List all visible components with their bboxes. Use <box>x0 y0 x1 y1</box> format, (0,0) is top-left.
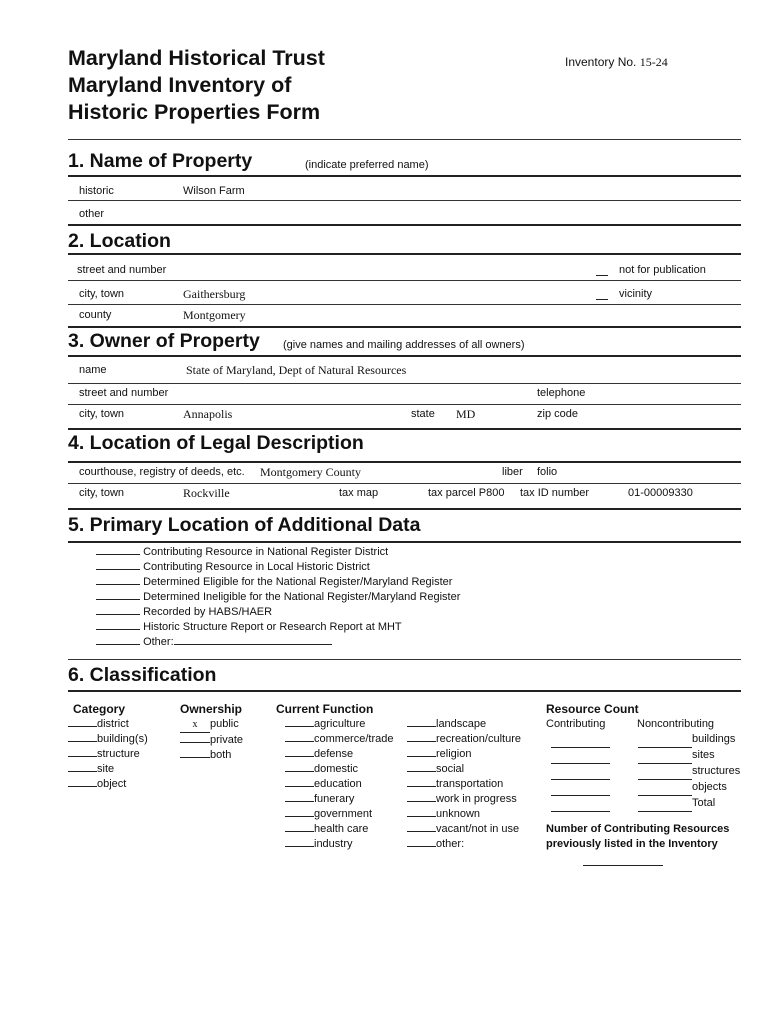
row-divider <box>68 483 741 484</box>
form-title-line3: Historic Properties Form <box>68 100 321 124</box>
other-name-label: other <box>79 208 105 220</box>
category-heading: Category <box>73 702 126 716</box>
other-input[interactable] <box>174 644 332 645</box>
contributing-counts <box>551 732 610 812</box>
tax-map-label: tax map <box>339 487 379 499</box>
list-item[interactable]: other: <box>407 837 521 852</box>
city-town-field[interactable]: Gaithersburg <box>183 287 246 301</box>
zip-code-label: zip code <box>537 408 578 420</box>
list-item[interactable]: both <box>180 748 243 763</box>
section-1-title: 1. Name of Property <box>68 150 253 172</box>
historic-label: historic <box>79 185 114 197</box>
list-item[interactable]: funerary <box>285 792 393 807</box>
previously-listed-line1: Number of Contributing Resources <box>546 823 730 835</box>
checkbox-blank[interactable] <box>96 569 140 570</box>
ownership-mark[interactable]: x <box>180 717 210 733</box>
list-item[interactable]: agriculture <box>285 717 393 732</box>
owner-name-label: name <box>79 364 107 376</box>
list-item[interactable]: vacant/not in use <box>407 822 521 837</box>
list-item[interactable]: defense <box>285 747 393 762</box>
section-3-bottom-rule <box>68 428 741 430</box>
count-input[interactable] <box>551 748 610 764</box>
vicinity-checkbox[interactable] <box>596 299 608 300</box>
form-title-line2: Maryland Inventory of <box>68 73 292 97</box>
ownership-heading: Ownership <box>180 702 243 716</box>
list-item[interactable]: Recorded by HABS/HAER <box>96 605 460 620</box>
section-1-rule <box>68 175 741 177</box>
previously-listed-input[interactable] <box>583 865 663 866</box>
count-input[interactable] <box>551 764 610 780</box>
row-divider <box>68 404 741 405</box>
list-item[interactable]: objects <box>638 780 740 796</box>
list-item[interactable]: Contributing Resource in National Register District <box>96 545 460 560</box>
liber-label: liber <box>502 466 523 478</box>
tax-parcel-label: tax parcel P800 <box>428 487 505 499</box>
list-item[interactable]: Determined Eligible for the National Register/Maryland Register <box>96 575 460 590</box>
function-list-2 <box>407 717 521 852</box>
category-list <box>68 717 148 792</box>
section-6-title: 6. Classification <box>68 664 217 686</box>
section-6-rule <box>68 690 741 692</box>
city-town-label: city, town <box>79 288 125 300</box>
row-divider <box>68 383 741 384</box>
header-rule <box>68 139 741 140</box>
courthouse-field[interactable]: Montgomery County <box>260 465 361 479</box>
list-item[interactable]: landscape <box>407 717 521 732</box>
section-3-note: (give names and mailing addresses of all owners) <box>283 339 525 351</box>
checkbox-blank[interactable] <box>96 584 140 585</box>
list-item[interactable]: Determined Ineligible for the National Register/Maryland Register <box>96 590 460 605</box>
section-3-rule <box>68 355 741 357</box>
list-item[interactable]: x public <box>180 717 243 733</box>
courthouse-label: courthouse, registry of deeds, etc. <box>79 466 245 478</box>
resource-count-heading: Resource Count <box>546 702 639 716</box>
legal-city-field[interactable]: Rockville <box>183 486 230 500</box>
list-item[interactable]: Historic Structure Report or Research Report at MHT <box>96 620 460 635</box>
inventory-number <box>565 55 668 70</box>
county-label: county <box>79 309 112 321</box>
section-4-rule <box>68 461 741 463</box>
list-item[interactable]: object <box>68 777 148 792</box>
county-field[interactable]: Montgomery <box>183 308 246 322</box>
list-item[interactable]: district <box>68 717 148 732</box>
section-5-rule <box>68 541 741 543</box>
checkbox-blank[interactable] <box>96 614 140 615</box>
section-2-bottom-rule <box>68 326 741 328</box>
list-item[interactable]: Other: <box>96 635 460 650</box>
section-5-title: 5. Primary Location of Additional Data <box>68 514 421 536</box>
list-item[interactable]: religion <box>407 747 521 762</box>
additional-data-list <box>96 545 460 650</box>
list-item[interactable]: structures <box>638 764 740 780</box>
list-item[interactable]: government <box>285 807 393 822</box>
list-item[interactable]: Contributing Resource in Local Historic District <box>96 560 460 575</box>
list-item[interactable]: health care <box>285 822 393 837</box>
contributing-heading: Contributing <box>546 718 606 730</box>
list-item[interactable]: work in progress <box>407 792 521 807</box>
row-divider <box>68 304 741 305</box>
list-item[interactable]: sites <box>638 748 740 764</box>
count-input[interactable] <box>551 796 610 812</box>
row-divider <box>68 280 741 281</box>
state-label: state <box>411 408 435 420</box>
street-number-label: street and number <box>77 264 167 276</box>
previously-listed-line2: previously listed in the Inventory <box>546 838 718 850</box>
legal-city-label: city, town <box>79 487 125 499</box>
section-4-title: 4. Location of Legal Description <box>68 432 364 454</box>
form-title-line1: Maryland Historical Trust <box>68 46 325 70</box>
noncontributing-heading: Noncontributing <box>637 718 715 730</box>
noncontributing-counts <box>638 732 740 812</box>
section-4-bottom-rule <box>68 508 741 510</box>
owner-name-field[interactable]: State of Maryland, Dept of Natural Resources <box>186 363 407 377</box>
list-item[interactable]: education <box>285 777 393 792</box>
count-input[interactable] <box>551 780 610 796</box>
inventory-label: Inventory No. <box>565 55 637 69</box>
list-item[interactable]: transportation <box>407 777 521 792</box>
list-item[interactable]: buildings <box>638 732 740 748</box>
ownership-list <box>180 717 243 763</box>
not-for-publication-label: not for publication <box>619 264 706 276</box>
not-for-publication-checkbox[interactable] <box>596 275 608 276</box>
section-2-rule <box>68 253 741 255</box>
function-list-1 <box>285 717 393 852</box>
list-item[interactable]: structure <box>68 747 148 762</box>
inventory-value: 15-24 <box>639 55 668 69</box>
tax-id-field[interactable]: 01-00009330 <box>628 487 693 499</box>
section-3-title: 3. Owner of Property <box>68 330 260 352</box>
checkbox-blank[interactable] <box>96 644 140 645</box>
list-item[interactable]: recreation/culture <box>407 732 521 747</box>
state-field[interactable]: MD <box>456 407 476 421</box>
owner-street-label: street and number <box>79 387 169 399</box>
list-item[interactable]: Total <box>638 796 740 812</box>
list-item[interactable]: private <box>180 733 243 748</box>
checkbox-blank[interactable] <box>96 599 140 600</box>
section-2-title: 2. Location <box>68 230 171 252</box>
folio-label: folio <box>537 466 558 478</box>
owner-city-field[interactable]: Annapolis <box>183 407 233 421</box>
owner-city-label: city, town <box>79 408 125 420</box>
section-1-bottom-rule <box>68 224 741 226</box>
section-1-note: (indicate preferred name) <box>305 159 429 171</box>
list-item[interactable]: site <box>68 762 148 777</box>
count-input[interactable] <box>551 732 610 748</box>
section-5-bottom-rule <box>68 659 741 660</box>
checkbox-blank[interactable] <box>96 554 140 555</box>
current-function-heading: Current Function <box>276 702 374 716</box>
vicinity-label: vicinity <box>619 288 653 300</box>
historic-name-field[interactable]: Wilson Farm <box>183 185 245 197</box>
list-item[interactable]: industry <box>285 837 393 852</box>
list-item[interactable]: domestic <box>285 762 393 777</box>
list-item[interactable]: unknown <box>407 807 521 822</box>
telephone-label: telephone <box>537 387 586 399</box>
list-item[interactable]: commerce/trade <box>285 732 393 747</box>
row-divider <box>68 200 741 201</box>
list-item[interactable]: social <box>407 762 521 777</box>
tax-id-label: tax ID number <box>520 487 590 499</box>
checkbox-blank[interactable] <box>96 629 140 630</box>
list-item[interactable]: building(s) <box>68 732 148 747</box>
